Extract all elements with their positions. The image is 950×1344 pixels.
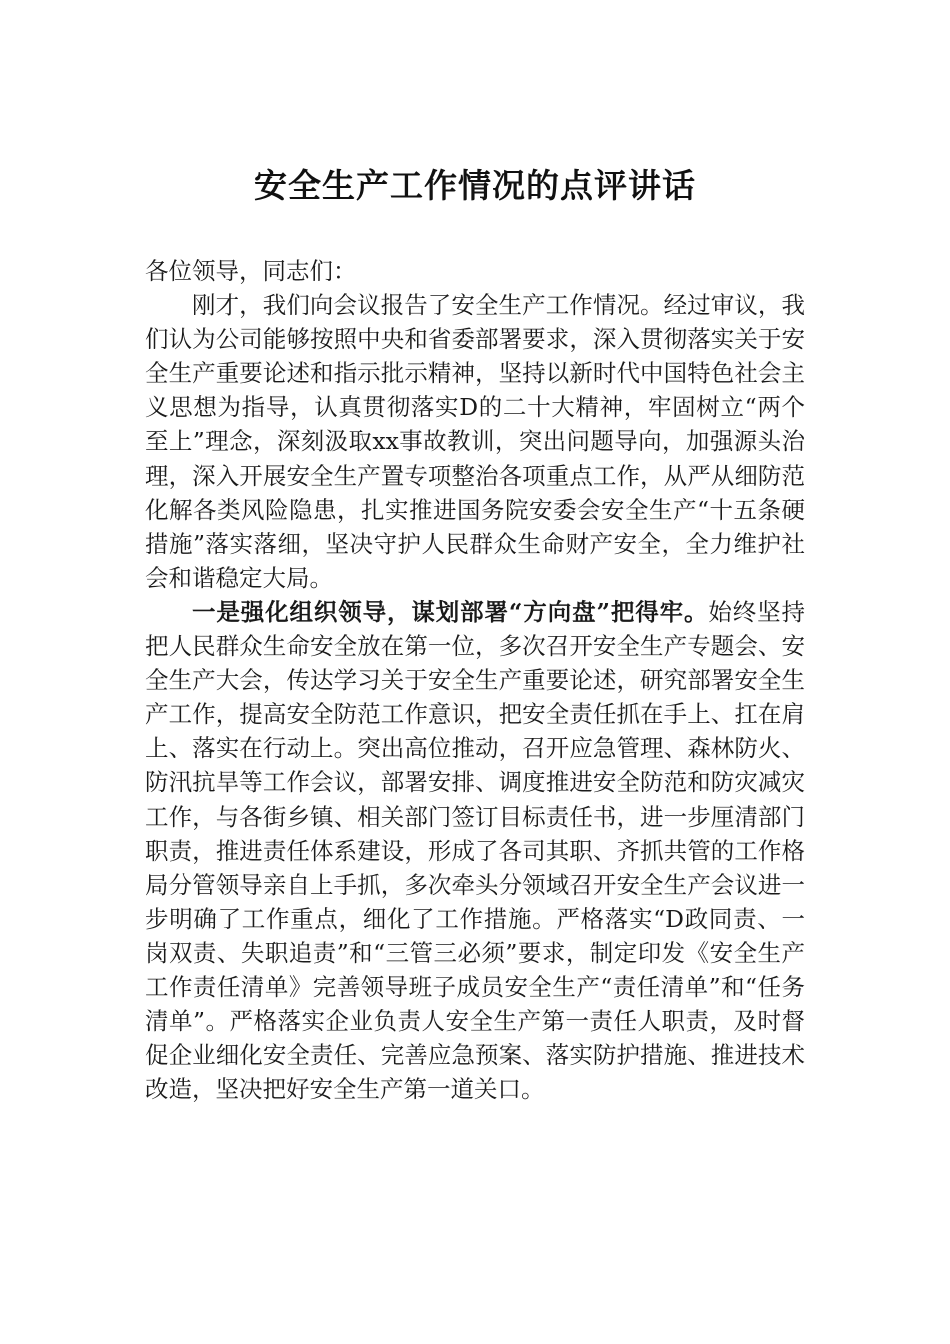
salutation: 各位领导，同志们：	[145, 257, 357, 285]
paragraph-point-one-text: 始终坚持把人民群众生命安全放在第一位，多次召开安全生产专题会、安全生产大会，传达学习关于安全生产重要论述，研究部署安全生产工作，提高安全防范工作意识，把安全责任抓在手上、扛在肩上、落实在行动上。突出高位推动，召开应急管理、森林防火、防汛抗旱等工作会议，部署安排、调度推进安全防范和防灾减灾工作，与各街乡镇、相关部门签订目标责任书，进一步厘清部门职责，推进责任体系建设，形成了各司其职、齐抓共管的工作格局分管领导亲自上手抓，多次牵头分领域召开安全生产会议进一步明确了工作重点，细化了工作措施。严格落实“D政同责、一岗双责、失职追责”和“三管三必须”要求，制定印发《安全生产工作责任清单》完善领导班子成员安全生产“责任清单”和“任务清单”。严格落实企业负责人安全生产第一责任人职责，及时督促企业细化安全责任、完善应急预案、落实防护措施、推进技术改造，坚决把好安全生产第一道关口。	[145, 597, 805, 1104]
document-title: 安全生产工作情况的点评讲话	[254, 166, 696, 205]
document-body	[145, 254, 805, 1106]
paragraph-intro-text: 刚才，我们向会议报告了安全生产工作情况。经过审议，我们认为公司能够按照中央和省委部署要求，深入贯彻落实关于安全生产重要论述和指示批示精神，坚持以新时代中国特色社会主义思想为指导，认真贯彻落实D的二十大精神，牢固树立“两个至上”理念，深刻汲取xx事故教训，突出问题导向，加强源头治理，深入开展安全生产置专项整治各项重点工作，从严从细防范化解各类风险隐患，扎实推进国务院安委会安全生产“十五条硬措施”落实落细，坚决守护人民群众生命财产安全，全力维护社会和谐稳定大局。	[145, 291, 805, 592]
paragraph-point-one	[145, 595, 805, 1106]
paragraph-point-one-heading: 一是强化组织领导，谋划部署“方向盘”把得牢。	[192, 597, 709, 626]
paragraph-intro	[145, 288, 805, 595]
